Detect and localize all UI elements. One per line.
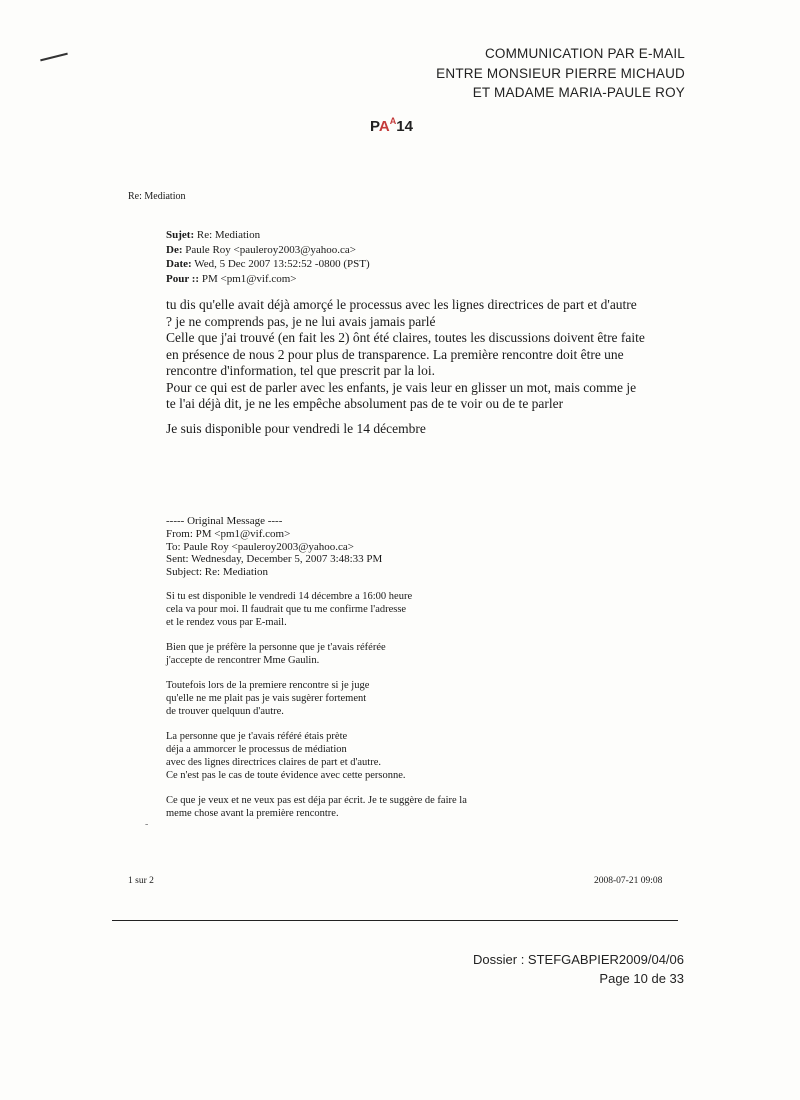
original-line: meme chose avant la première rencontre. <box>166 808 339 819</box>
heading-line-1: COMMUNICATION PAR E-MAIL <box>484 46 685 61</box>
dossier-block <box>473 950 684 988</box>
original-line: cela va pour moi. Il faudrait que tu me confirme l'adresse <box>166 604 407 615</box>
print-title: Re: Mediation <box>128 191 186 202</box>
header-from <box>166 243 370 258</box>
original-line: qu'elle ne me plait pas je vais sugèrer fortement <box>166 693 367 704</box>
reply-body <box>166 297 666 413</box>
reply-line: tu dis qu'elle avait déjà amorçé le processus avec les lignes directrices de part et d'autre <box>166 297 637 312</box>
header-to-label: Pour :: <box>166 272 200 285</box>
header-date-label: Date: <box>166 258 192 270</box>
header-from-label: De: <box>166 243 183 256</box>
original-paragraph <box>166 730 526 782</box>
reply-line: rencontre d'information, tel que prescrit par la loi. <box>166 363 435 378</box>
original-subject: Subject: Re: Mediation <box>166 566 269 579</box>
print-page-number: 1 sur 2 <box>128 876 154 886</box>
original-message-body <box>166 590 526 832</box>
heading-line-2: ENTRE MONSIEUR PIERRE MICHAUD <box>436 65 685 81</box>
original-line: Toutefois lors de la premiere rencontre si je juge <box>166 680 370 691</box>
original-from: From: PM <pm1@vif.com> <box>166 527 291 540</box>
header-to-value: PM <pm1@vif.com> <box>199 272 297 285</box>
original-line: avec des lignes directrices claires de part et d'autre. <box>166 757 381 768</box>
reply-line: te l'ai déjà dit, je ne les empêche absolument pas de te voir ou de te parler <box>166 396 564 411</box>
original-line: La personne que je t'avais référé étais prète <box>166 731 348 742</box>
original-line: j'accepte de rencontrer Mme Gaulin. <box>166 655 320 666</box>
heading-line-3: ET MADAME MARIA-PAULE ROY <box>472 85 685 100</box>
original-line: Bien que je préfère la personne que je t'avais référée <box>166 642 386 653</box>
header-to <box>166 272 370 287</box>
header-date-value: Wed, 5 Dec 2007 13:52:52 -0800 (PST) <box>191 258 370 270</box>
original-to: To: Paule Roy <pauleroy2003@yahoo.ca> <box>166 540 354 553</box>
exhibit-digits: 14 <box>396 118 413 135</box>
original-separator: ----- Original Message ---- <box>166 515 283 527</box>
original-paragraph <box>166 641 526 667</box>
email-headers <box>166 228 370 286</box>
footer-divider <box>112 920 678 921</box>
document-heading <box>436 44 685 103</box>
reply-line: en présence de nous 2 pour plus de transparence. La première rencontre doit être une <box>166 346 624 362</box>
reply-line: ? je ne comprends pas, je ne lui avais jamais parlé <box>166 313 436 329</box>
original-line: déja a ammorcer le processus de médiation <box>166 744 347 755</box>
original-paragraph <box>166 679 526 718</box>
original-paragraph <box>166 794 526 820</box>
exhibit-letter: A <box>378 118 390 135</box>
pen-stroke-mark <box>40 53 68 62</box>
header-date <box>166 257 370 272</box>
reply-line: Celle que j'ai trouvé (en fait les 2) ônt été claires, toutes les discussions doivent être faite <box>166 330 645 345</box>
exhibit-superscript: A <box>389 116 397 126</box>
margin-dash: - <box>145 819 149 830</box>
print-timestamp: 2008-07-21 09:08 <box>594 876 663 886</box>
original-line: de trouver quelquun d'autre. <box>166 706 284 717</box>
original-message-header <box>166 515 382 579</box>
exhibit-number <box>370 116 413 135</box>
original-line: Ce que je veux et ne veux pas est déja par écrit. Je te suggère de faire la <box>166 795 467 806</box>
exhibit-prefix: P <box>370 118 379 135</box>
page-count: Page 10 de 33 <box>599 971 684 986</box>
original-sent: Sent: Wednesday, December 5, 2007 3:48:33 PM <box>166 553 383 566</box>
dossier-reference: Dossier : STEFGABPIER2009/04/06 <box>473 952 684 967</box>
header-subject-value: Re: Mediation <box>194 229 261 241</box>
header-subject <box>166 228 370 243</box>
original-line: Si tu est disponible le vendredi 14 décembre a 16:00 heure <box>166 591 413 602</box>
header-subject-label: Sujet: <box>166 229 195 241</box>
original-line: et le rendez vous par E-mail. <box>166 617 287 628</box>
availability-line: Je suis disponible pour vendredi le 14 décembre <box>166 421 426 436</box>
original-paragraph <box>166 590 526 629</box>
original-line: Ce n'est pas le cas de toute évidence avec cette personne. <box>166 770 406 781</box>
header-from-value: Paule Roy <pauleroy2003@yahoo.ca> <box>182 243 356 256</box>
reply-line: Pour ce qui est de parler avec les enfants, je vais leur en glisser un mot, mais comme je <box>166 379 637 395</box>
